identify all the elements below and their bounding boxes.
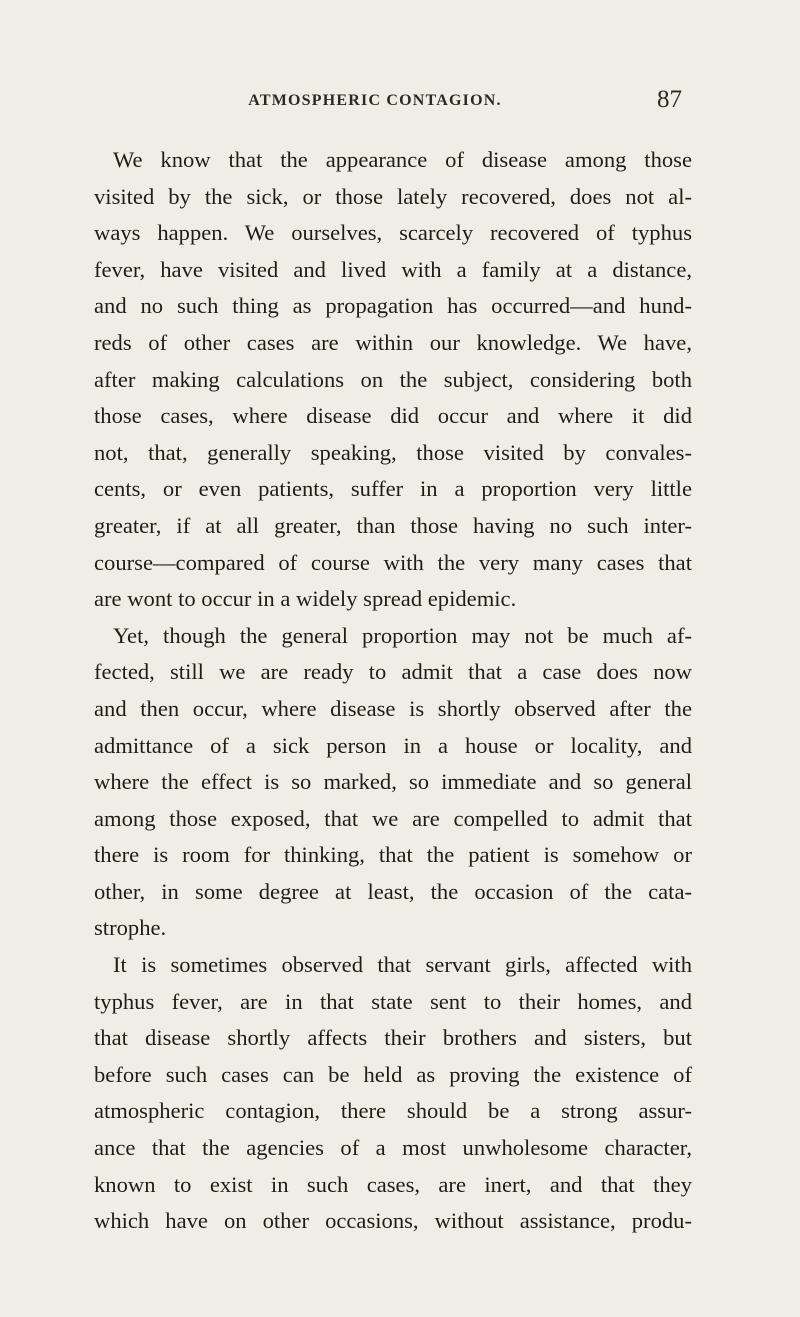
text-line: strophe.	[94, 915, 167, 941]
text-line: We know that the appearance of disease among those	[113, 147, 692, 172]
text-line: It is sometimes observed that servant girls, affected with	[113, 952, 692, 978]
text-line: other, in some degree at least, the occasion of the cata-	[94, 878, 692, 904]
text-line: and then occur, where disease is shortly observed after the	[94, 695, 692, 721]
text-line: fected, still we are ready to admit that a case does now	[94, 659, 692, 685]
text-line: admittance of a sick person in a house or locality, and	[94, 732, 692, 758]
text-line: reds of other cases are within our knowledge. We have,	[94, 329, 692, 355]
text-line: known to exist in such cases, are inert, and that they	[94, 1171, 692, 1197]
body-text	[94, 142, 692, 1240]
text-line: are wont to occur in a widely spread epidemic.	[94, 586, 517, 612]
text-line: ance that the agencies of a most unwholesome character,	[94, 1135, 692, 1161]
text-line: among those exposed, that we are compelled to admit that	[94, 805, 692, 831]
text-line: atmospheric contagion, there should be a strong assur-	[94, 1098, 692, 1124]
text-line: visited by the sick, or those lately recovered, does not al-	[94, 183, 692, 209]
text-line: course—compared of course with the very many cases that	[94, 549, 692, 575]
text-line: greater, if at all greater, than those having no such inter-	[94, 512, 692, 538]
page-number: 87	[657, 86, 682, 113]
text-line: ways happen. We ourselves, scarcely recovered of typhus	[94, 220, 692, 246]
text-line: there is room for thinking, that the patient is somehow or	[94, 842, 692, 868]
text-line: cents, or even patients, suffer in a proportion very little	[94, 476, 692, 502]
text-line: those cases, where disease did occur and where it did	[94, 403, 692, 429]
text-line: before such cases can be held as proving the existence of	[94, 1061, 692, 1087]
running-title: ATMOSPHERIC CONTAGION.	[248, 92, 502, 109]
text-line: and no such thing as propagation has occurred—and hund-	[94, 293, 692, 319]
text-line: Yet, though the general proportion may not be much af-	[113, 622, 692, 648]
text-line: typhus fever, are in that state sent to their homes, and	[94, 988, 692, 1014]
text-line: that disease shortly affects their brothers and sisters, but	[94, 1025, 692, 1051]
text-line: fever, have visited and lived with a family at a distance,	[94, 256, 692, 282]
text-line: which have on other occasions, without assistance, produ-	[94, 1208, 692, 1234]
text-line: after making calculations on the subject, considering both	[94, 366, 692, 392]
text-line: not, that, generally speaking, those visited by convales-	[94, 439, 692, 465]
text-line: where the effect is so marked, so immediate and so general	[94, 769, 692, 795]
